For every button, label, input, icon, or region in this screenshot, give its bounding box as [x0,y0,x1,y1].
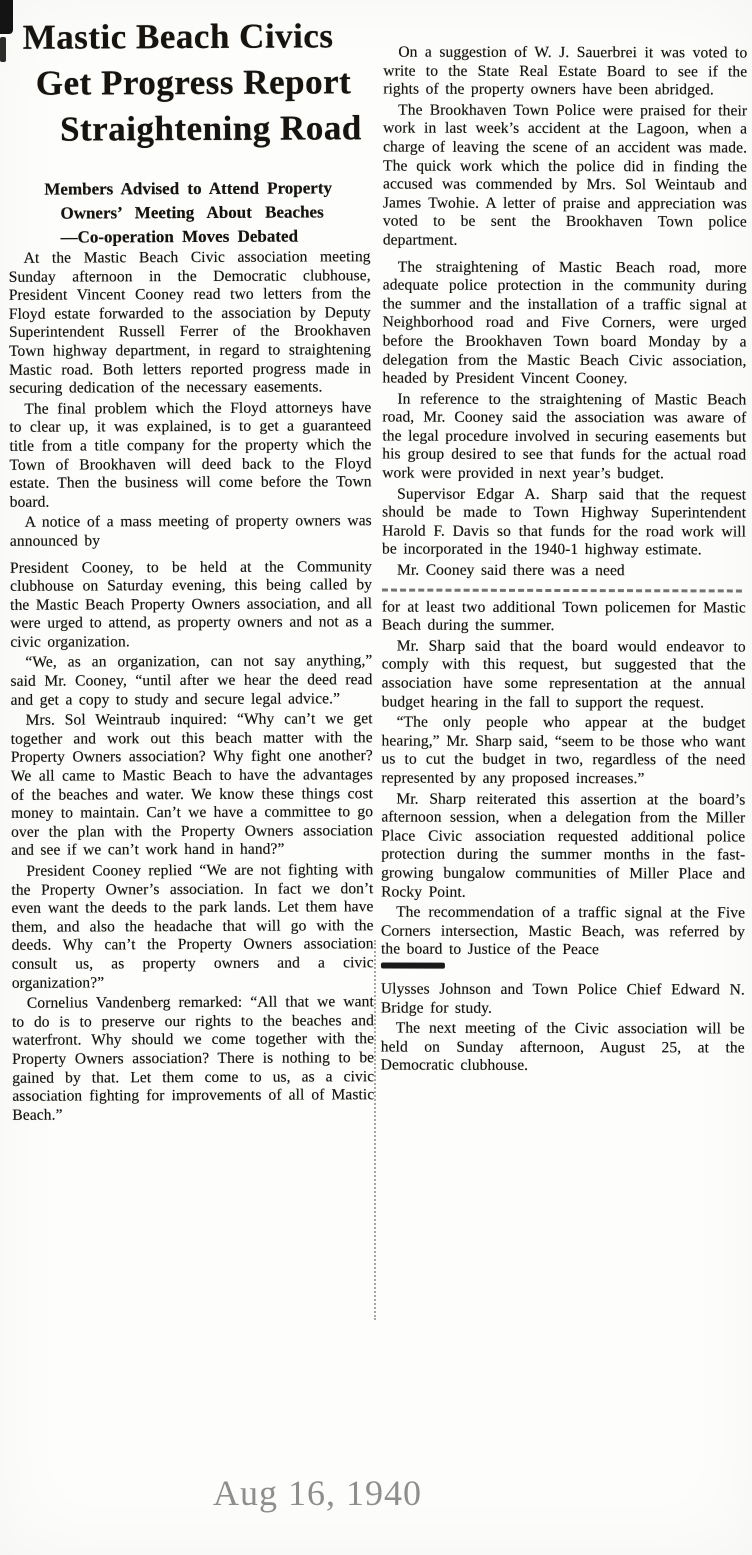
left-column [8,13,375,1127]
article-paragraph: “The only people who appear at the budget hearing,” Mr. Sharp said, “seem to be those who want us to cut the budget in two, regardless of the need represented by any proposed increases.” [381,713,746,788]
ink-speck [0,37,6,62]
article-paragraph: The final problem which the Floyd attorneys have to clear up, it was explained, is to get a guaranteed title from a title company for the property which the Town of Brookhaven will deed back to the Floyd estate. Then the business will come before the Town board. [9,398,372,511]
article-paragraph: At the Mastic Beach Civic association meeting Sunday afternoon in the Democratic clubhouse, President Vincent Cooney read two letters from the Floyd estate forwarded to the association by Deputy Superintendent Russell Ferrer of the Brookhaven Town highway department, in regard to straightening Mastic road. Both letters reported progress made in securing dedication of the necessary easements. [8,248,372,397]
article-paragraph: President Cooney, to be held at the Community clubhouse on Saturday evening, this being called by the Mastic Beach Property Owners association, and all were urged to attend, as property owners and not as a civic organization. [9,557,373,651]
column-rule-artifact [374,940,376,1320]
subhead-line: —Co-operation Moves Debated [60,226,299,247]
right-column [381,44,748,1079]
article-paragraph: for at least two additional Town policemen for Mastic Beach during the summer. [381,598,746,635]
article-headline [8,13,371,153]
article-paragraph: On a suggestion of W. J. Sauerbrei it was voted to write to the State Real Estate Board to see if the rights of the property owners have been abridged. [383,43,748,99]
article-paragraph: Mr. Cooney said there was a need [396,561,625,580]
subhead-line: Members Advised to Attend Property [44,178,333,199]
print-smear-artifact [382,588,742,592]
article-paragraph: The Brookhaven Town Police were praised for their work in last week’s accident at the Lagoon, when a charge of leaving the scene of an accident was made. The quick work which the police did in finding the accused was commended by Mrs. Sol Weintaub and James Twohie. A letter of praise and appreciation was voted to be sent the Brookhaven Town police department. [382,101,748,249]
article-paragraph: The next meeting of the Civic association will be held on Sunday afternoon, August 25, at the Democratic clubhouse. [380,1019,745,1075]
article-paragraph: Mrs. Sol Weintraub inquired: “Why can’t we get together and work out this beach matter with the Property Owners association? Why fight one another? We all came to Mastic Beach to have the advantages of the beaches and water. We know these things cost money to maintain. Can’t we have a committee to go over the plan with the Property Owners association and see if we can’t work hand in hand?” [10,710,374,860]
headline-line: Get Progress Report [35,62,352,103]
article-paragraph: Mr. Sharp said that the board would endeavor to comply with this request, but suggested that the association have some representation at the annual budget hearing in the fall to support the request. [381,637,746,711]
article-paragraph: President Cooney replied “We are not fighting with the Property Owner’s association. In fact we don’t even want the deeds to the park lands. Let them have them, and also the headache that will go with the deeds. Why can’t the Property Owners association consult us, as property owners and a civic organization?” [11,861,374,992]
headline-line: Straightening Road [59,108,362,149]
ink-blot-artifact [381,962,445,968]
article-paragraph: The straightening of Mastic Beach road, more adequate police protection in the community during the summer and the installation of a traffic signal at Neighborhood road and Five Corners, were urged before the Brookhaven Town board Monday by a delegation from the Mastic Beach Civic association, headed by President Vincent Cooney. [382,258,747,388]
headline-line: Mastic Beach Civics [22,16,334,57]
article-paragraph: A notice of a mass meeting of property owners was announced by [9,512,372,550]
article-paragraph: The recommendation of a traffic signal at the Five Corners intersection, Mastic Beach, was referred by the board to Justice of the Peace [380,903,746,959]
article-paragraph: “We, as an organization, can not say anything,” said Mr. Cooney, “until after we hear the deed read and get a copy to study and secure legal advice.” [10,652,373,709]
subhead-line: Owners’ Meeting About Beaches [60,202,324,223]
date-stamp: Aug 16, 1940 [213,1473,422,1513]
article-paragraph: Supervisor Edgar A. Sharp said that the request should be made to Town Highway Superintendent Harold F. Davis so that funds for the road work will be incorporated in the 1940-1 highway estimate. [382,485,747,559]
article-paragraph: Cornelius Vandenberg remarked: “All that we want to do is to preserve our rights to the beaches and waterfront. Why should we come together with the Property Owners association? There is nothing to be gained by that. Let them come to us, as a civic association fighting for improvements of all of Mastic Beach.” [11,993,375,1124]
article-paragraph: Mr. Sharp reiterated this assertion at the board’s afternoon session, when a delegation from the Miller Place Civic association requested additional police protection during the summer months in the fast-growing bungalow communities of Miller Place and Rocky Point. [381,790,746,901]
article-subhead [8,176,370,250]
article-paragraph: Ulysses Johnson and Town Police Chief Edward N. Bridge for study. [380,980,745,1017]
article-paragraph: In reference to the straightening of Mastic Beach road, Mr. Cooney said the association was aware of the legal procedure involved in securing easements but his group desired to see that funds for the actual road work were provided in next year’s budget. [382,390,747,483]
